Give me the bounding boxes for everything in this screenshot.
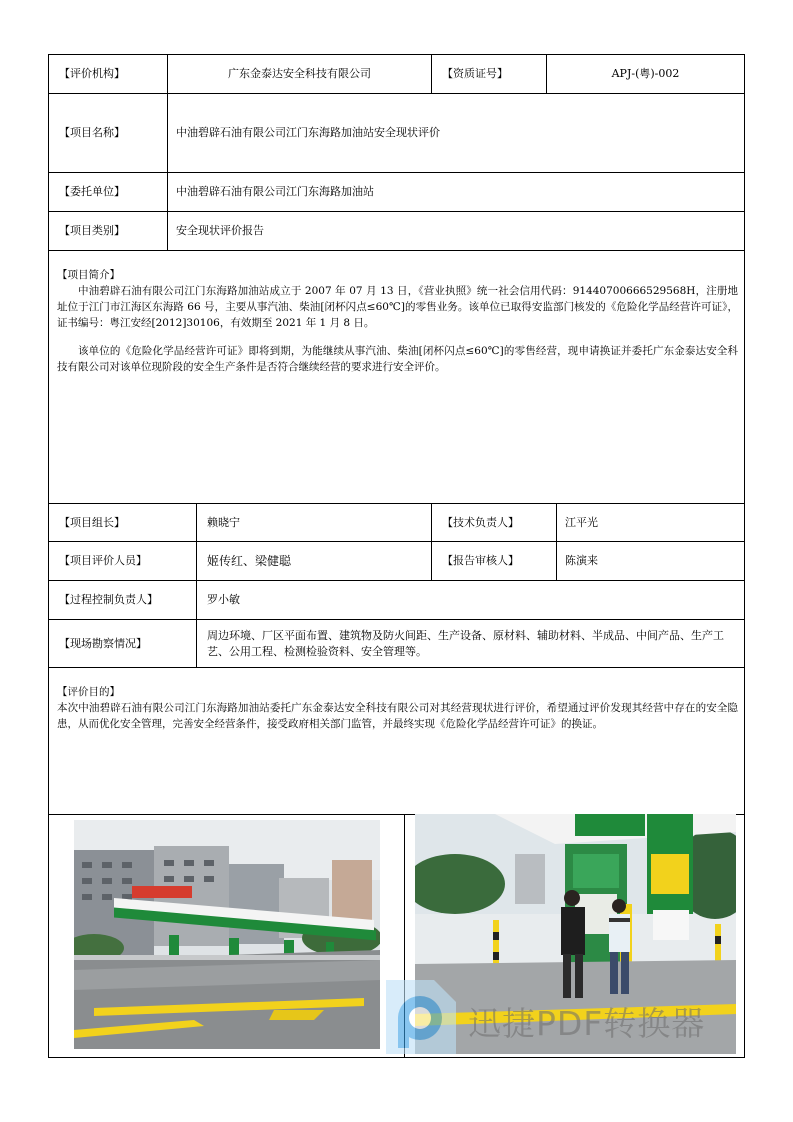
row-survey <box>49 620 744 668</box>
review-label: 【报告审核人】 <box>432 542 557 580</box>
pdf-logo-icon <box>378 976 460 1058</box>
row-staff <box>49 542 744 581</box>
type-label: 【项目类别】 <box>49 212 168 250</box>
row-name <box>49 94 744 173</box>
org-label: 【评价机构】 <box>49 55 168 93</box>
survey-label: 【现场勘察情况】 <box>49 620 197 667</box>
intro-paragraph-1: 中油碧辟石油有限公司江门东海路加油站成立于 2007 年 07 月 13 日，《营业执照》统一社会信用代码：91440700666529568H，注册地址位于江门市江海区东海路 66 号，主要从事汽油、柴油[闭杯闪点≤60℃]的零售业务。该单位已取得安监部门核发的《危险化学品经营许可证》，证书编号：粤江安经[2012]30106，有效期至 2021 年 1 月 8 日。 <box>57 285 738 329</box>
org-value: 广东金泰达安全科技有限公司 <box>168 55 432 93</box>
cert-label: 【资质证号】 <box>432 55 547 93</box>
station-forecourt-photo <box>74 820 380 1049</box>
process-label: 【过程控制负责人】 <box>49 581 197 619</box>
name-value: 中油碧辟石油有限公司江门东海路加油站安全现状评价 <box>176 126 440 139</box>
intro-paragraph-2: 该单位的《危险化学品经营许可证》即将到期，为能继续从事汽油、柴油[闭杯闪点≤60℃]的零售经营，现申请换证并委托广东金泰达安全科技有限公司对该单位现阶段的安全生产条件是否符合继续经营的要求进行安全评价。 <box>57 345 738 373</box>
row-type <box>49 212 744 251</box>
staff-value: 姬传红、梁健聪 <box>197 542 432 580</box>
station-forecourt-image <box>74 820 380 1049</box>
leader-value: 赖晓宁 <box>197 504 432 541</box>
client-value: 中油碧辟石油有限公司江门东海路加油站 <box>176 185 374 198</box>
row-org <box>49 55 744 94</box>
cert-value: APJ-(粤)-002 <box>611 67 680 80</box>
type-value: 安全现状评价报告 <box>176 224 264 237</box>
staff-label: 【项目评价人员】 <box>49 542 197 580</box>
survey-value: 周边环境、厂区平面布置、建筑物及防火间距、生产设备、原材料、辅助材料、半成品、中间产品、生产工艺、公用工程、检测检验资料、安全管理等。 <box>207 628 724 658</box>
row-client <box>49 173 744 212</box>
purpose-block <box>49 668 744 815</box>
purpose-text: 本次中油碧辟石油有限公司江门东海路加油站委托广东金泰达安全科技有限公司对其经营现状进行评价，希望通过评价发现其经营中存在的安全隐患，从而优化安全管理，完善安全经营条件，接受政府相关部门监管，并最终实现《危险化学品经营许可证》的换证。 <box>57 702 738 730</box>
client-label: 【委托单位】 <box>49 173 168 211</box>
watermark-text: 迅捷PDF转换器 <box>468 1004 706 1043</box>
purpose-label: 【评价目的】 <box>57 686 120 698</box>
tech-label: 【技术负责人】 <box>432 504 557 541</box>
tech-value: 江平光 <box>565 515 598 529</box>
intro-block <box>49 251 744 504</box>
process-value: 罗小敏 <box>207 593 240 606</box>
row-process <box>49 581 744 620</box>
name-label: 【项目名称】 <box>49 94 168 172</box>
converter-watermark <box>378 976 738 1058</box>
intro-label: 【项目简介】 <box>57 269 120 281</box>
row-leader <box>49 504 744 542</box>
review-value: 陈演来 <box>565 554 598 567</box>
leader-label: 【项目组长】 <box>49 504 197 541</box>
